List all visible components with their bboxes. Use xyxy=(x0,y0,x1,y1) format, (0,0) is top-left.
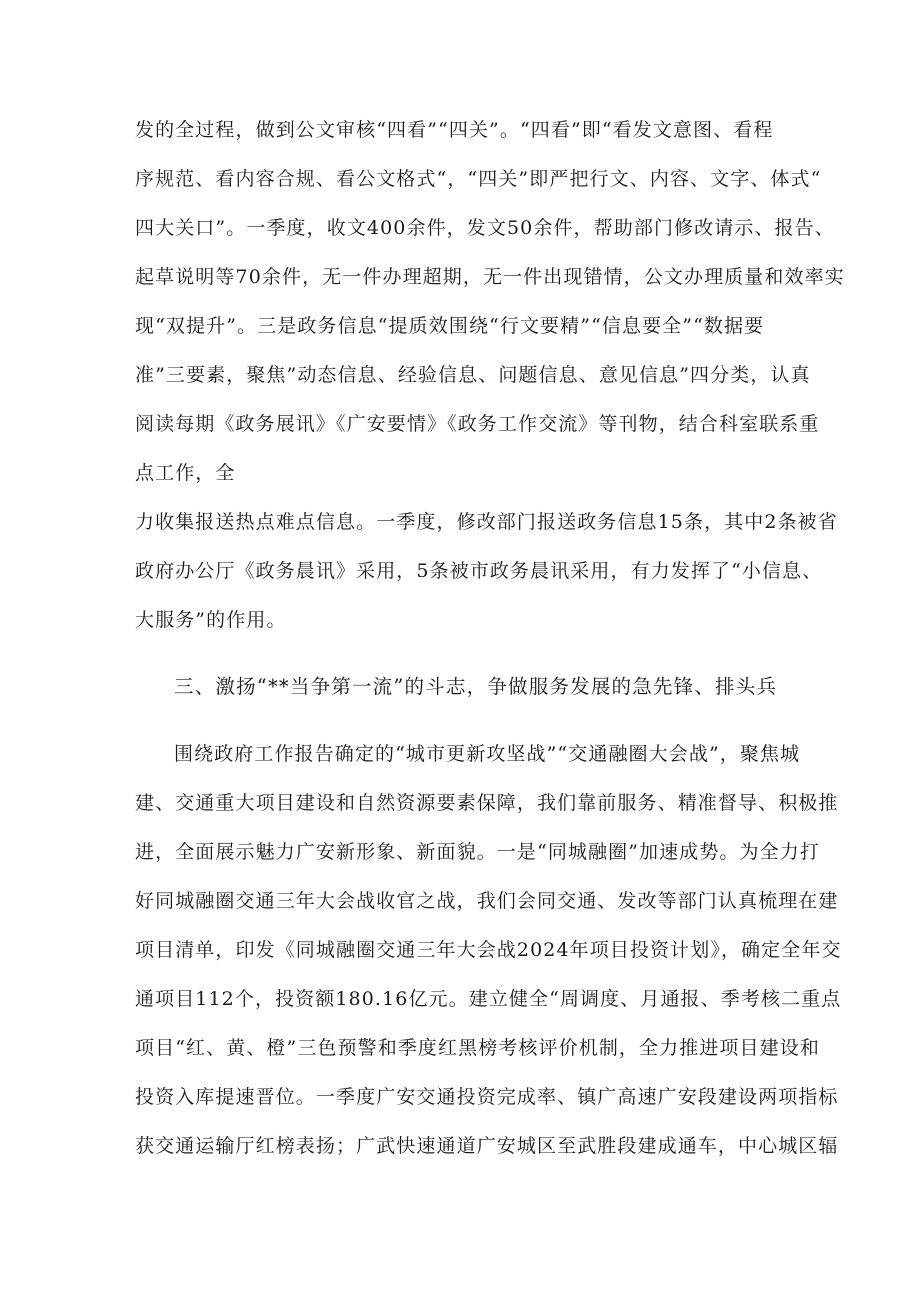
paragraph-line: 投资入库提速晋位。一季度广安交通投资完成率、镇广高速广安段建设两项指标 xyxy=(135,1086,839,1108)
paragraph-line: 好同城融圈交通三年大会战收官之战，我们会同交通、发改等部门认真梳理在建 xyxy=(135,890,839,912)
paragraph-line: 建、交通重大项目建设和自然资源要素保障，我们靠前服务、精准督导、积极推 xyxy=(135,792,839,814)
paragraph-line: 力收集报送热点难点信息。一季度，修改部门报送政务信息15条，其中2条被省 xyxy=(135,511,838,533)
section-heading: 三、激扬“**当争第一流”的斗志，争做服务发展的急先锋、排头兵 xyxy=(174,675,778,698)
paragraph-line: 阅读每期《政务展讯》《广安要情》《政务工作交流》等刊物，结合科室联系重 xyxy=(135,413,820,435)
paragraph-line: 序规范、看内容合规、看公文格式“，“四关”即严把行文、内容、文字、体式“ xyxy=(135,168,822,190)
paragraph-line: 围绕政府工作报告确定的“城市更新攻坚战”“交通融圈大会战”，聚焦城 xyxy=(174,743,801,765)
paragraph-line: 获交通运输厅红榜表扬；广武快速通道广安城区至武胜段建成通车，中心城区辐 xyxy=(135,1135,839,1157)
paragraph-line: 项目清单，印发《同城融圈交通三年大会战2024年项目投资计划》，确定全年交 xyxy=(135,939,842,961)
paragraph-line: 通项目112个，投资额180.16亿元。建立健全“周调度、月通报、季考核二重点 xyxy=(135,988,842,1010)
paragraph-line: 项目“红、黄、橙”三色预警和季度红黑榜考核评价机制，全力推进项目建设和 xyxy=(135,1037,820,1059)
paragraph-line: 大服务”的作用。 xyxy=(135,609,287,631)
paragraph-line: 发的全过程，做到公文审核“四看”“四关”。“四看”即“看发文意图、看程 xyxy=(135,119,774,141)
paragraph-line: 进，全面展示魅力广安新形象、新面貌。一是“同城融圈”加速成势。为全力打 xyxy=(135,841,820,863)
paragraph-line: 现“双提升”。三是政务信息“提质效围绕“行文要精”“信息要全”“数据要 xyxy=(135,315,765,337)
paragraph-line: 点工作，全 xyxy=(135,462,236,484)
paragraph-line: 准”三要素，聚焦”动态信息、经验信息、问题信息、意见信息”四分类，认真 xyxy=(135,364,811,386)
paragraph-line: 起草说明等70余件，无一件办理超期，无一件出现错情，公文办理质量和效率实 xyxy=(135,266,845,288)
paragraph-line: 四大关口”。一季度，收文400余件，发文50余件，帮助部门修改请示、报告、 xyxy=(135,217,835,239)
paragraph-line: 政府办公厅《政务晨讯》采用，5条被市政务晨讯采用，有力发挥了“小信息、 xyxy=(135,560,823,582)
